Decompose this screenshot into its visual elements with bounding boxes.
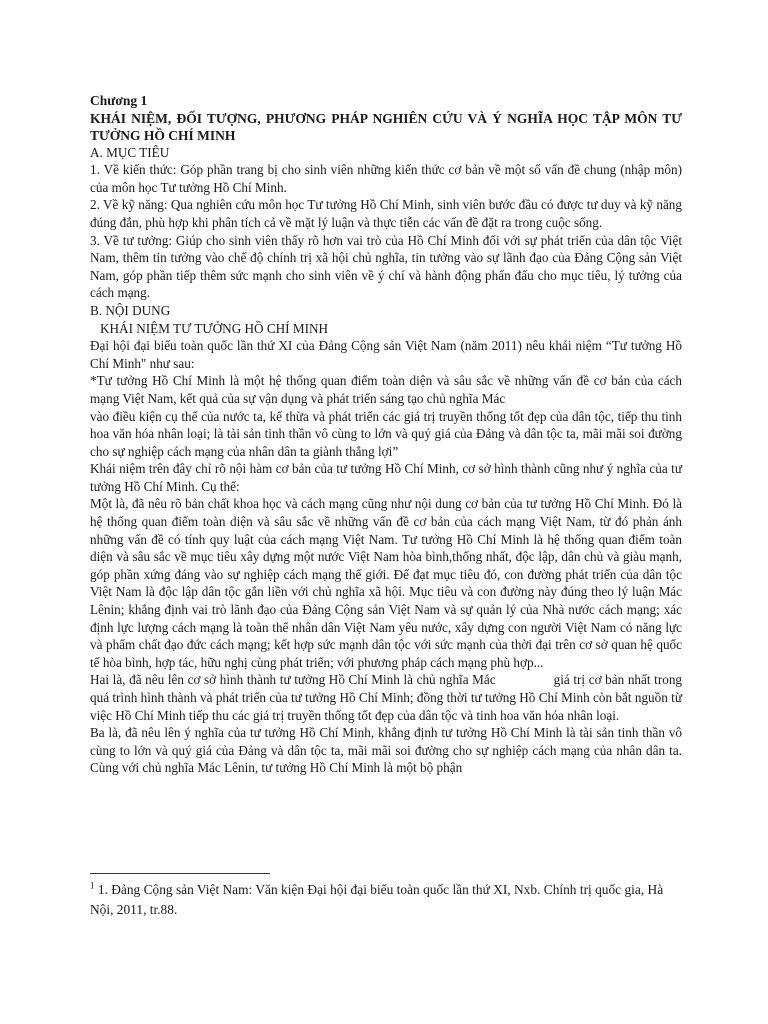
point-two	[90, 671, 682, 724]
chapter-title: KHÁI NIỆM, ĐỐI TƯỢNG, PHƯƠNG PHÁP NGHIÊN CỨU VÀ Ý NGHĨA HỌC TẬP MÔN TƯ TƯỞNG HỒ CHÍ MINH	[90, 110, 682, 143]
point-one: Một là, đã nêu rõ bản chất khoa học và cách mạng cũng như nội dung cơ bản của tư tưởng Hồ Chí Minh. Đó là hệ thống quan điểm toàn diện và sâu sắc về những vấn đề cơ bản của cách mạng Việt Nam, từ đó phản ánh những vấn đề có tính quy luật của cách mạng Việt Nam. Tư tưởng Hồ Chí Minh là hệ thống quan điểm toàn diện và sâu sắc về mục tiêu xây dựng một nước Việt Nam hòa bình,thống nhất, độc lập, dân chủ và giàu mạnh, góp phần xứng đáng vào sự nghiệp cách mạng thế giới. Để đạt mục tiêu đó, con đường phát triển của dân tộc Việt Nam là độc lập dân tộc gắn liền với chủ nghĩa xã hội. Mục tiêu và con đường này đúng theo lý luận Mác Lênin; khẳng định vai trò lãnh đạo của Đảng Cộng sản Việt Nam và sự quản lý của Nhà nước cách mạng; xác định lực lượng cách mạng là toàn thể nhân dân Việt Nam yêu nước, xây dựng con người Việt Nam có năng lực và phẩm chất đạo đức cách mạng; kết hợp sức mạnh dân tộc với sức mạnh của thời đại trên cơ sở quan hệ quốc tế hòa bình, hợp tác, hữu nghị cùng phát triển; với phương pháp cách mạng phù hợp...	[90, 496, 682, 670]
section-b-heading: B. NỘI DUNG	[90, 302, 171, 318]
footnote-divider	[90, 873, 270, 874]
objective-knowledge: 1. Về kiến thức: Góp phần trang bị cho sinh viên những kiến thức cơ bản về một số vấn đề chung (nhập môn) của môn học Tư tưởng Hồ Chí Minh.	[90, 162, 682, 195]
section-a-heading: A. MỤC TIÊU	[90, 144, 170, 160]
footnote	[90, 880, 682, 920]
point-three: Ba là, đã nêu lên ý nghĩa của tư tưởng Hồ Chí Minh, khẳng định tư tưởng Hồ Chí Minh là tài sản tinh thần vô cùng to lớn và quý giá của Đảng và dân tộc ta, mãi mãi soi đường cho sự nghiệp cách mạng của nhân dân ta. Cùng với chủ nghĩa Mác Lênin, tư tưởng Hồ Chí Minh là một bộ phận	[90, 725, 682, 776]
document-body	[90, 92, 682, 777]
footnote-mark: 1	[90, 880, 95, 891]
chapter-heading: Chương 1	[90, 93, 148, 108]
point-two-start: Hai là, đã nêu lên cơ sở hình thành tư tưởng Hồ Chí Minh là chủ nghĩa Mác	[90, 672, 496, 688]
footnote-text: 1. Đảng Cộng sản Việt Nam: Văn kiện Đại hội đại biểu toàn quốc lần thứ XI, Nxb. Chính trị quốc gia, Hà Nội, 2011, tr.88.	[90, 882, 664, 917]
quote-line-1: *Tư tưởng Hồ Chí Minh là một hệ thống quan điểm toàn diện và sâu sắc về những vấn đề cơ bản của cách mạng Việt Nam, kết quả của sự vận dụng và phát triển sáng tạo chủ nghĩa Mác	[90, 373, 682, 406]
point-two-rest: giá trị cơ bản nhất trong quá trình hình thành và phát triển của tư tưởng Hồ Chí Minh; đồng thời tư tưởng Hồ Chí Minh còn bắt nguồn từ việc Hồ Chí Minh tiếp thu các giá trị truyền thống tốt đẹp của dân tộc và tinh hoa văn hóa nhân loại.	[90, 672, 683, 723]
concept-note: Khái niệm trên đây chỉ rõ nội hàm cơ bản của tư tưởng Hồ Chí Minh, cơ sở hình thành cũng như ý nghĩa của tư tưởng Hồ Chí Minh. Cụ thể:	[90, 461, 682, 494]
quote-line-2: vào điều kiện cụ thể của nước ta, kế thừa và phát triển các giá trị truyền thống tốt đẹp của dân tộc, tiếp thu tinh hoa văn hóa nhân loại; là tài sản tinh thần vô cùng to lớn và quý giá của Đảng và dân tộc ta, mãi mãi soi đường cho sự nghiệp cách mạng của nhân dân ta giành thắng lợi”	[90, 408, 682, 459]
objective-skills: 2. Về kỹ năng: Qua nghiên cứu môn học Tư tưởng Hồ Chí Minh, sinh viên bước đầu có được tư duy và kỹ năng đúng đắn, phù hợp khi phân tích cả về mặt lý luận và thực tiễn các vấn đề đặt ra trong cuộc sống.	[90, 197, 682, 230]
objective-ideology: 3. Về tư tưởng: Giúp cho sinh viên thấy rõ hơn vai trò của Hồ Chí Minh đối với sự phát triển của dân tộc Việt Nam, thêm tin tưởng vào chế độ chính trị xã hội chủ nghĩa, tin tưởng vào sự lãnh đạo của Đảng Cộng sản Việt Nam, góp phần tiếp thêm sức mạnh cho sinh viên về ý chí và hành động phấn đấu cho mục tiêu, lý tưởng của cách mạng.	[90, 232, 682, 301]
concept-subheading: KHÁI NIỆM TƯ TƯỞNG HỒ CHÍ MINH	[100, 320, 329, 336]
intro-paragraph: Đại hội đại biểu toàn quốc lần thứ XI của Đảng Cộng sản Việt Nam (năm 2011) nêu khái niệm “Tư tưởng Hồ Chí Minh" như sau:	[90, 338, 682, 371]
